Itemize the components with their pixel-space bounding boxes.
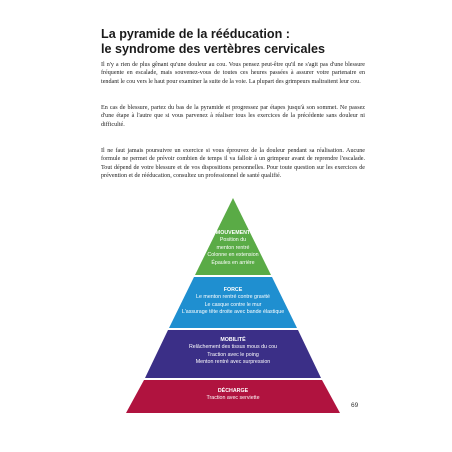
tier-force-heading: FORCE	[223, 287, 243, 293]
paragraph-progression: En cas de blessure, partez du bas de la pyramide et progressez par étapes jusqu'à son sommet. Ne passez d'une étape à l'autre que si vous parvenez à réaliser tous les exercices de la précédente sans douleur ni difficulté.	[101, 105, 365, 128]
paragraph-warning: Il ne faut jamais poursuivre un exercice si vous éprouvez de la douleur pendant sa réalisation. Aucune formule ne permet de prévoir combien de temps il va falloir à un grimpeur avant de reprendre l'escalade. Tout dépend de votre blessure et de vos dispositions personnelles. Pour toute question sur les exercices de prévention et de rééducation, consultez un professionnel de santé qualifié.	[101, 148, 365, 179]
tier-mouvement-item: Épaules en arrière	[211, 259, 255, 266]
tier-mobilite-item: Menton rentré avec surpression	[195, 359, 271, 366]
tier-mouvement-item: Colonne en extension	[207, 252, 259, 259]
tier-mouvement-heading: MOUVEMENT	[215, 230, 251, 236]
tier-mobilite-label	[123, 337, 343, 367]
title-line-2: le syndrome des vertèbres cervicales	[101, 41, 326, 56]
tier-force-item: Le casque contre le mur	[204, 301, 262, 308]
page-number: 69	[351, 402, 359, 409]
title-line-1: La pyramide de la rééducation :	[101, 27, 290, 41]
tier-mouvement-item: menton rentré	[216, 244, 250, 251]
paragraph-intro: Il n'y a rien de plus gênant qu'une douleur au cou. Vous pensez peut-être qu'il ne s'agit pas d'une blessure fréquente en escalade, mais souvenez-vous de toutes ces heures passées à assurer votre partenaire en tendant le cou vers le haut pour examiner la suite de la voie. La plupart des grimpeurs maltraitent leur cou.	[101, 62, 365, 85]
tier-force-item: L'assurage tête droite avec bande élastique	[181, 309, 285, 316]
tier-mobilite-item: Relâchement des tissus mous du cou	[188, 344, 278, 351]
tier-mouvement-label	[123, 230, 343, 267]
tier-mobilite-heading: MOBILITÉ	[220, 337, 246, 343]
tier-force-label	[123, 287, 343, 317]
tier-force-item: Le menton rentré contre gravité	[196, 294, 270, 301]
tier-decharge-label	[123, 388, 343, 403]
tier-mouvement-item: Position du	[219, 237, 247, 244]
tier-decharge-item: Traction avec serviette	[206, 395, 260, 402]
tier-decharge-heading: DÉCHARGE	[217, 388, 249, 394]
tier-mobilite-item: Traction avec le poing	[207, 351, 259, 358]
